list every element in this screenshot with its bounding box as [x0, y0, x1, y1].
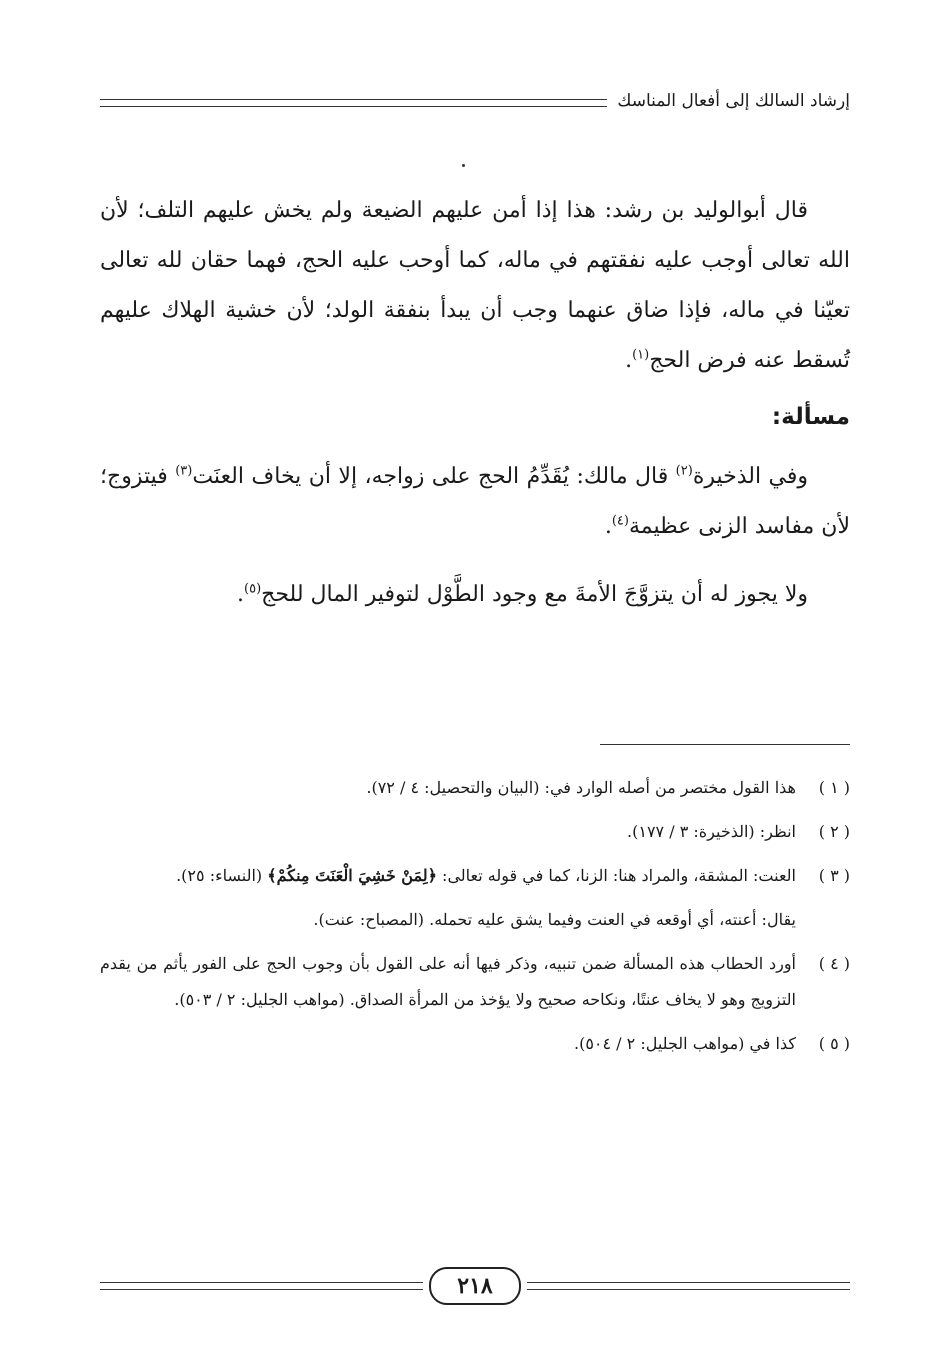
- footnote-ref-3[interactable]: (٣): [175, 463, 193, 479]
- paragraph-end: .: [625, 348, 633, 373]
- paragraph-dhakhira: [100, 452, 850, 552]
- footnote-ref-5[interactable]: (٥): [244, 581, 262, 597]
- footnote-text: كذا في (مواهب الجليل: ٢ / ٥٠٤).: [573, 1034, 796, 1053]
- page-footer: [100, 1266, 850, 1306]
- footnote-number: ( ٥ ): [818, 1034, 850, 1053]
- footnote-text-part: العنت: المشقة، والمراد هنا: الزنا، كما في قوله تعالى:: [436, 866, 796, 885]
- footnote-text-part: (النساء: ٢٥).: [176, 866, 268, 885]
- footnote-5: [100, 1026, 850, 1062]
- footer-rule-left: [100, 1282, 423, 1290]
- paragraph-text: قال أبوالوليد بن رشد: هذا إذا أمن عليهم الضيعة ولم يخش عليهم التلف؛ لأن الله تعالى أوجب عليه نفقتهم في ماله، كما أوحب عليه الحج، فهما حقان لله تعالى تعيّنا في ماله، فإذا ضاق عنهما وجب أن يبدأ بنفقة الولد؛ لأن خشية الهلاك عليهم تُسقط عنه فرض الحج: [100, 198, 850, 373]
- running-header: [100, 86, 850, 116]
- footnote-extra-text: يقال: أعنته، أي أوقعه في العنت وفيما يشق عليه تحمله. (المصباح: عنت).: [313, 910, 796, 929]
- footnotes: [100, 770, 850, 1070]
- page-number: ٢١٨: [429, 1267, 521, 1305]
- paragraph-text: ولا يجوز له أن يتزوَّجَ الأمةَ مع وجود الطَّوْل لتوفير المال للحج: [261, 582, 808, 607]
- paragraph-text: قال مالك: يُقَدِّمُ الحج على زواجه، إلا أن يخاف العنَت: [192, 464, 676, 489]
- footer-rule-right: [527, 1282, 850, 1290]
- footnote-3: [100, 858, 850, 938]
- footnote-ref-2[interactable]: (٢): [675, 463, 693, 479]
- main-text: [100, 186, 850, 620]
- footnote-4: [100, 946, 850, 1018]
- footnote-number: ( ١ ): [818, 778, 850, 797]
- quran-verse: ﴿لِمَنْ خَشِيَ الْعَنَتَ مِنكُمْ﴾: [267, 866, 437, 885]
- ornament-dot: [462, 164, 465, 167]
- header-double-rule: [100, 99, 607, 107]
- footnote-number: ( ٤ ): [818, 954, 850, 973]
- footnote-ref-1[interactable]: (١): [632, 347, 650, 363]
- footnote-text: [100, 858, 796, 894]
- footnote-ref-4[interactable]: (٤): [611, 513, 629, 529]
- book-title: إرشاد السالك إلى أفعال المناسك: [617, 91, 850, 111]
- footnote-number: ( ٣ ): [818, 866, 850, 885]
- footnote-separator: [600, 744, 850, 745]
- section-heading: مسألة:: [771, 404, 850, 430]
- footnote-text: هذا القول مختصر من أصله الوارد في: (البيان والتحصيل: ٤ / ٧٢).: [366, 778, 796, 797]
- footnote-2: [100, 814, 850, 850]
- footnote-number: ( ٢ ): [818, 822, 850, 841]
- footnote-text: أورد الحطاب هذه المسألة ضمن تنبيه، وذكر فيها أنه على القول بأن وجوب الحج على الفور يأثم من يقدم التزويج وهو لا يخاف عنتًا، ونكاحه صحيح ولا يؤخذ من المرأة الصداق. (مواهب الجليل: ٢ / ٥٠٣).: [100, 954, 796, 1009]
- paragraph-amah: [100, 570, 850, 620]
- footnote-text: انظر: (الذخيرة: ٣ / ١٧٧).: [627, 822, 796, 841]
- footnote-1: [100, 770, 850, 806]
- paragraph-text: فيتزوج؛ لأن مفاسد الزنى عظيمة: [100, 464, 850, 539]
- paragraph-ibn-rushd: [100, 186, 850, 386]
- paragraph-text: وفي الذخيرة: [692, 464, 808, 489]
- paragraph-end: .: [604, 514, 612, 539]
- paragraph-end: .: [237, 582, 245, 607]
